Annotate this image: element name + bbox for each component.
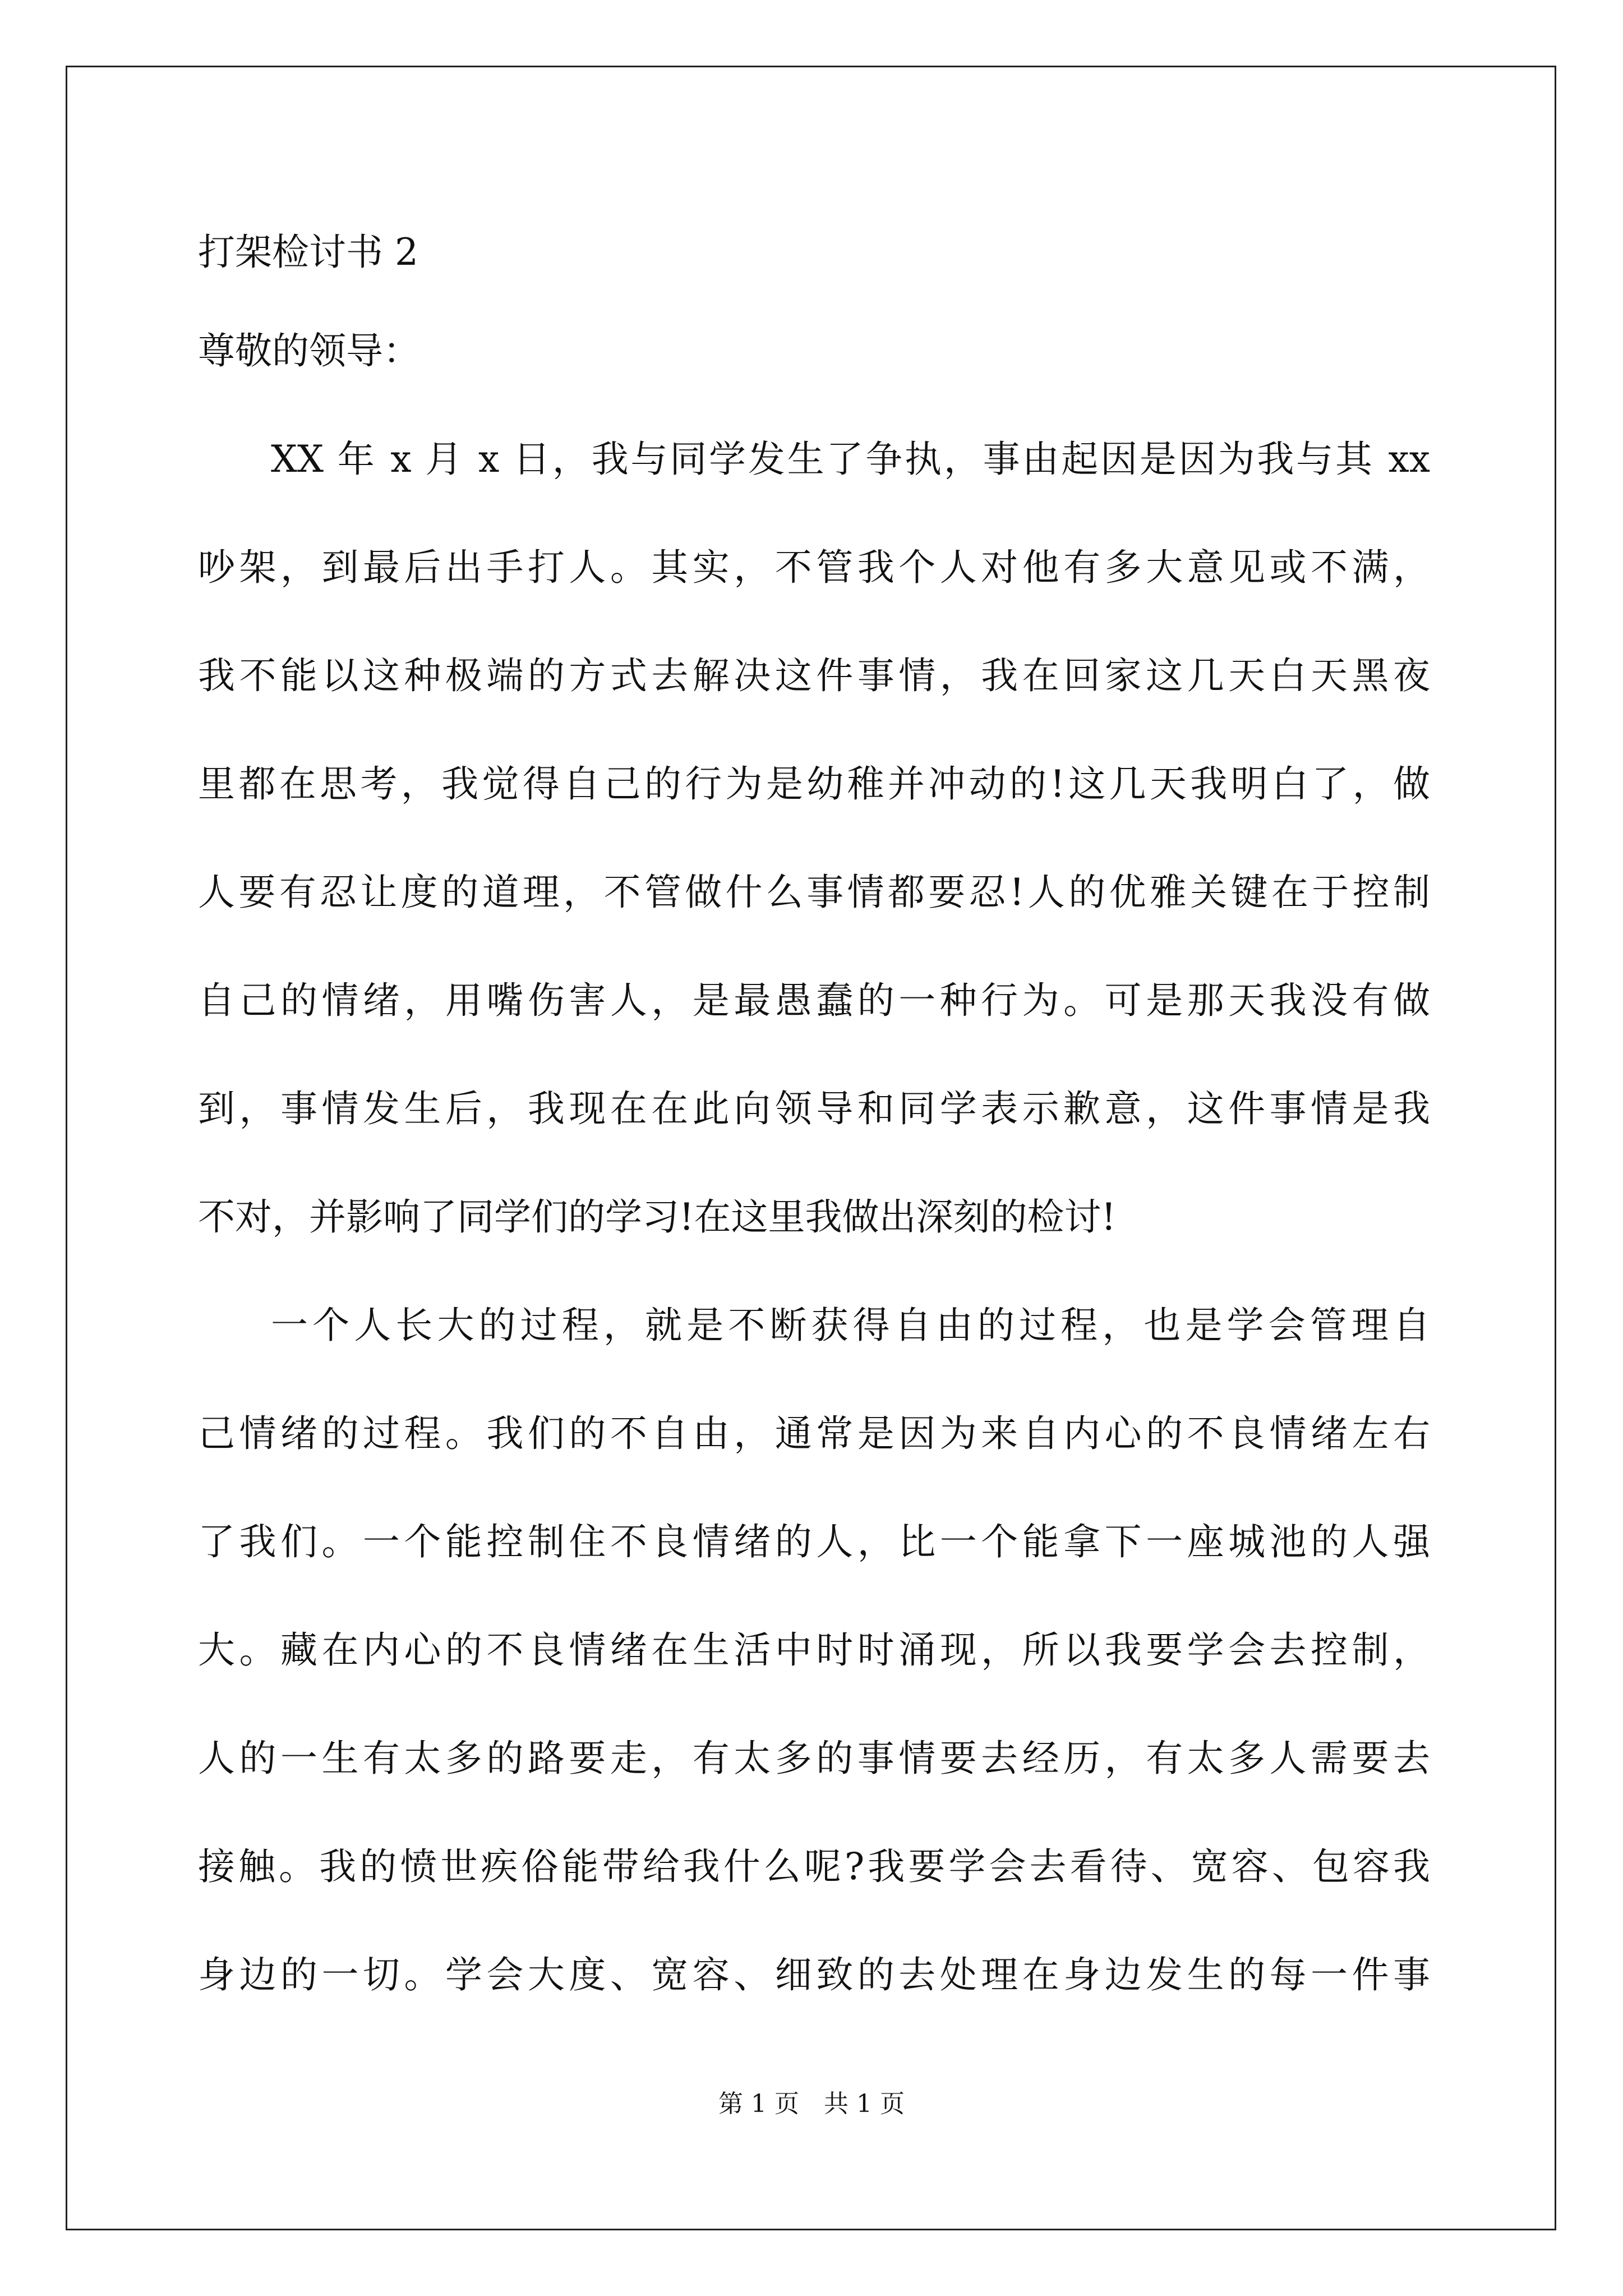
paragraph-1-line-7: 到，事情发生后，我现在在此向领导和同学表示歉意，这件事情是我 [198, 1087, 1430, 1130]
paragraph-2-line-7: 身边的一切。学会大度、宽容、细致的去处理在身边发生的每一件事 [198, 1953, 1430, 1996]
page-border [66, 66, 1556, 2230]
paragraph-1-line-8: 不对，并影响了同学们的学习!在这里我做出深刻的检讨! [198, 1195, 1117, 1239]
paragraph-1-line-6: 自己的情绪，用嘴伤害人，是最愚蠢的一种行为。可是那天我没有做 [198, 979, 1430, 1022]
paragraph-1-line-3: 我不能以这种极端的方式去解决这件事情，我在回家这几天白天黑夜 [198, 654, 1430, 697]
paragraph-1-line-5: 人要有忍让度的道理，不管做什么事情都要忍!人的优雅关键在于控制 [198, 871, 1430, 914]
paragraph-2-line-4: 大。藏在内心的不良情绪在生活中时时涌现，所以我要学会去控制， [198, 1628, 1430, 1672]
paragraph-1-line-4: 里都在思考，我觉得自己的行为是幼稚并冲动的!这几天我明白了，做 [198, 762, 1430, 806]
paragraph-2-line-3: 了我们。一个能控制住不良情绪的人，比一个能拿下一座城池的人强 [198, 1520, 1430, 1563]
paragraph-1-line-1: XX 年 x 月 x 日，我与同学发生了争执，事由起因是因为我与其 xx [271, 438, 1430, 481]
paragraph-2-line-2: 己情绪的过程。我们的不自由，通常是因为来自内心的不良情绪左右 [198, 1412, 1430, 1455]
page-footer [0, 2085, 1623, 2124]
paragraph-2-line-1: 一个人长大的过程，就是不断获得自由的过程，也是学会管理自 [271, 1304, 1430, 1347]
total-pages-label: 共 1 页 [824, 2090, 905, 2118]
salutation: 尊敬的领导： [198, 329, 420, 372]
document-title: 打架检讨书 2 [198, 231, 418, 274]
paragraph-1-line-2: 吵架，到最后出手打人。其实，不管我个人对他有多大意见或不满， [198, 546, 1430, 589]
paragraph-2-line-5: 人的一生有太多的路要走，有太多的事情要去经历，有太多人需要去 [198, 1737, 1430, 1780]
page-number-label: 第 1 页 [718, 2090, 799, 2118]
paragraph-2-line-6: 接触。我的愤世疾俗能带给我什么呢?我要学会去看待、宽容、包容我 [198, 1845, 1430, 1888]
